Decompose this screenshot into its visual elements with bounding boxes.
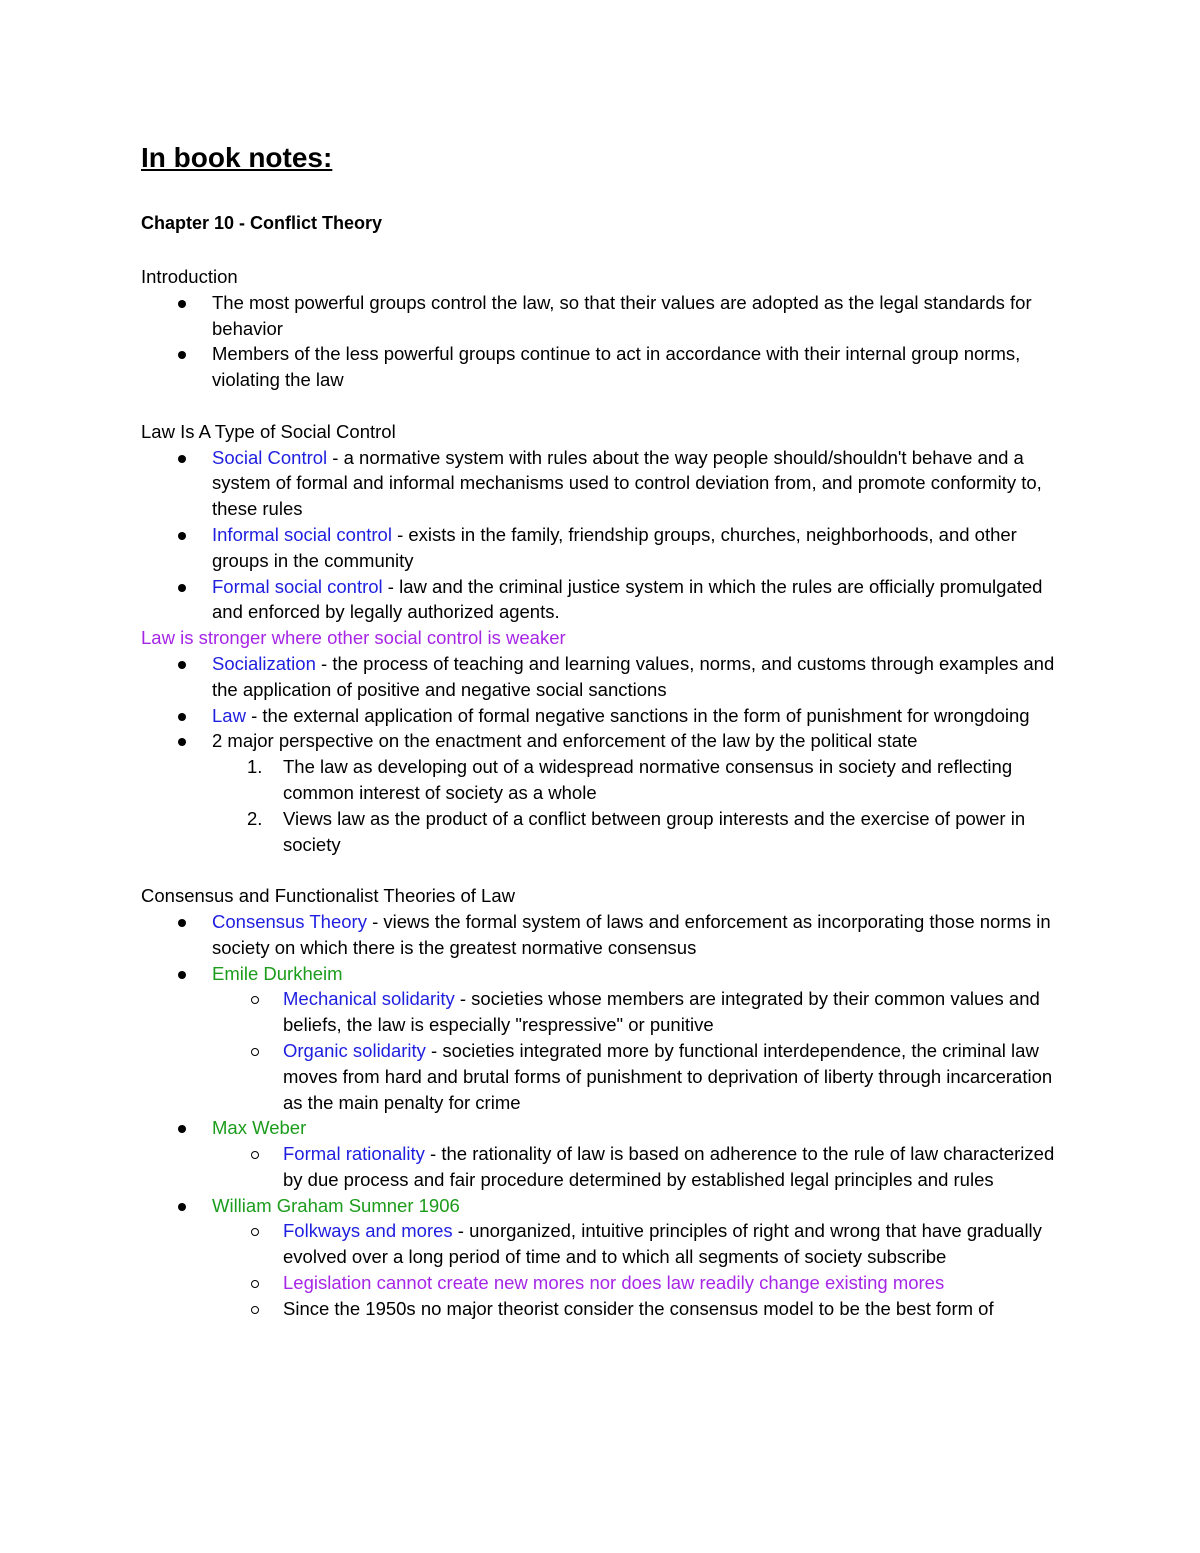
list-item [141,445,1071,522]
item-number: 1. [247,756,263,778]
definition: - unorganized, intuitive principles of right and wrong that have gradually evolved over a long period of time and to which all segments of society subscribe [283,1220,1042,1268]
definition: - exists in the family, friendship groups, churches, neighborhoods, and other groups in the community [212,523,1017,571]
term: Informal social control [212,523,392,545]
bullet-icon [178,351,186,359]
definition: - societies integrated more by functional interdependence, the criminal law moves from hard and brutal forms of punishment to deprivation of liberty through incarceration as the main penalty for crime [283,1039,1053,1113]
section-heading-consensus: Consensus and Functionalist Theories of Law [141,885,515,907]
term: Formal rationality [283,1143,425,1165]
list-item [141,522,1071,574]
sub-list-item [141,1038,1071,1115]
bullet-icon [178,1125,186,1133]
numbered-item [141,754,1071,806]
law-stronger-list [141,651,1071,857]
bullet-icon [178,1203,186,1211]
bullet-icon [178,661,186,669]
list-item [141,341,1071,393]
weber-sublist [212,1141,1071,1193]
list-item-text: Since the 1950s no major theorist consider the consensus model to be the best form of [283,1297,994,1319]
list-item [141,703,1071,729]
bullet-icon [178,532,186,540]
hollow-bullet-icon [251,1048,259,1056]
chapter-heading: Chapter 10 - Conflict Theory [141,213,383,233]
introduction-list [141,290,1071,393]
sub-list-item [141,986,1071,1038]
list-item-sumner [141,1193,1071,1322]
hollow-bullet-icon [251,1306,259,1314]
notes-content [141,264,1071,1322]
sumner-sublist [212,1218,1071,1321]
sub-list-item [141,1218,1071,1270]
hollow-bullet-icon [251,1151,259,1159]
section-heading-law-stronger: Law is stronger where other social control is weaker [141,627,566,649]
numbered-item-text: The law as developing out of a widespread normative consensus in society and reflecting common interest of society as a whole [283,756,1013,803]
page-title: In book notes: [141,142,333,173]
term: Consensus Theory [212,910,367,932]
theorist-name: William Graham Sumner 1906 [212,1194,460,1216]
term: Social Control [212,446,328,468]
list-item [141,651,1071,703]
sub-list-item [141,1296,1071,1322]
section-heading-social-control: Law Is A Type of Social Control [141,420,396,442]
theorist-name: Max Weber [212,1117,307,1139]
item-number: 2. [247,807,263,829]
bullet-icon [178,455,186,463]
durkheim-sublist [212,986,1071,1115]
list-item-text: The most powerful groups control the law, so that their values are adopted as the legal standards for behavior [212,291,1032,339]
definition: - societies whose members are integrated by their common values and beliefs, the law is especially "respressive" or punitive [283,988,1040,1036]
bullet-icon [178,738,186,746]
term: Mechanical solidarity [283,988,455,1010]
bullet-icon [178,713,186,721]
list-item-text: 2 major perspective on the enactment and enforcement of the law by the political state [212,730,918,752]
definition: - the rationality of law is based on adherence to the rule of law characterized by due process and fair procedure determined by established legal principles and rules [283,1143,1055,1190]
theorist-name: Emile Durkheim [212,962,343,984]
term: Organic solidarity [283,1039,426,1061]
numbered-item-text: Views law as the product of a conflict between group interests and the exercise of power in society [283,807,1026,855]
definition: - a normative system with rules about the way people should/shouldn't behave and a system of formal and informal mechanisms used to control deviation from, and promote conformity to, these rules [212,446,1042,520]
list-item-weber [141,1115,1071,1192]
term: Folkways and mores [283,1220,453,1242]
definition: - law and the criminal justice system in which the rules are officially promulgated and enforced by legally authorized agents. [212,575,1043,623]
term: Law [212,704,246,726]
sub-list-item [141,1270,1071,1296]
term: Formal social control [212,575,383,597]
definition: - the external application of formal negative sanctions in the form of punishment for wrongdoing [245,704,1030,726]
list-item [141,290,1071,342]
list-item-durkheim [141,961,1071,1116]
perspective-list [212,754,1071,857]
definition: - the process of teaching and learning values, norms, and customs through examples and the application of positive and negative social sanctions [212,652,1055,700]
bullet-icon [178,919,186,927]
consensus-list [141,909,1071,1322]
term: Socialization [212,652,316,674]
social-control-list [141,445,1071,626]
hollow-bullet-icon [251,1280,259,1288]
list-item [141,728,1071,857]
list-item-text: Members of the less powerful groups continue to act in accordance with their internal group norms, violating the law [212,343,1021,391]
sub-list-item [141,1141,1071,1193]
bullet-icon [178,584,186,592]
bullet-icon [178,300,186,308]
bullet-icon [178,971,186,979]
section-heading-introduction: Introduction [141,266,238,287]
definition: - views the formal system of laws and enforcement as incorporating those norms in society on which there is the greatest normative consensus [212,910,1051,958]
list-item [141,574,1071,626]
list-item [141,909,1071,961]
highlight-text: Legislation cannot create new mores nor does law readily change existing mores [283,1272,945,1294]
numbered-item [141,806,1071,858]
hollow-bullet-icon [251,996,259,1004]
hollow-bullet-icon [251,1228,259,1236]
